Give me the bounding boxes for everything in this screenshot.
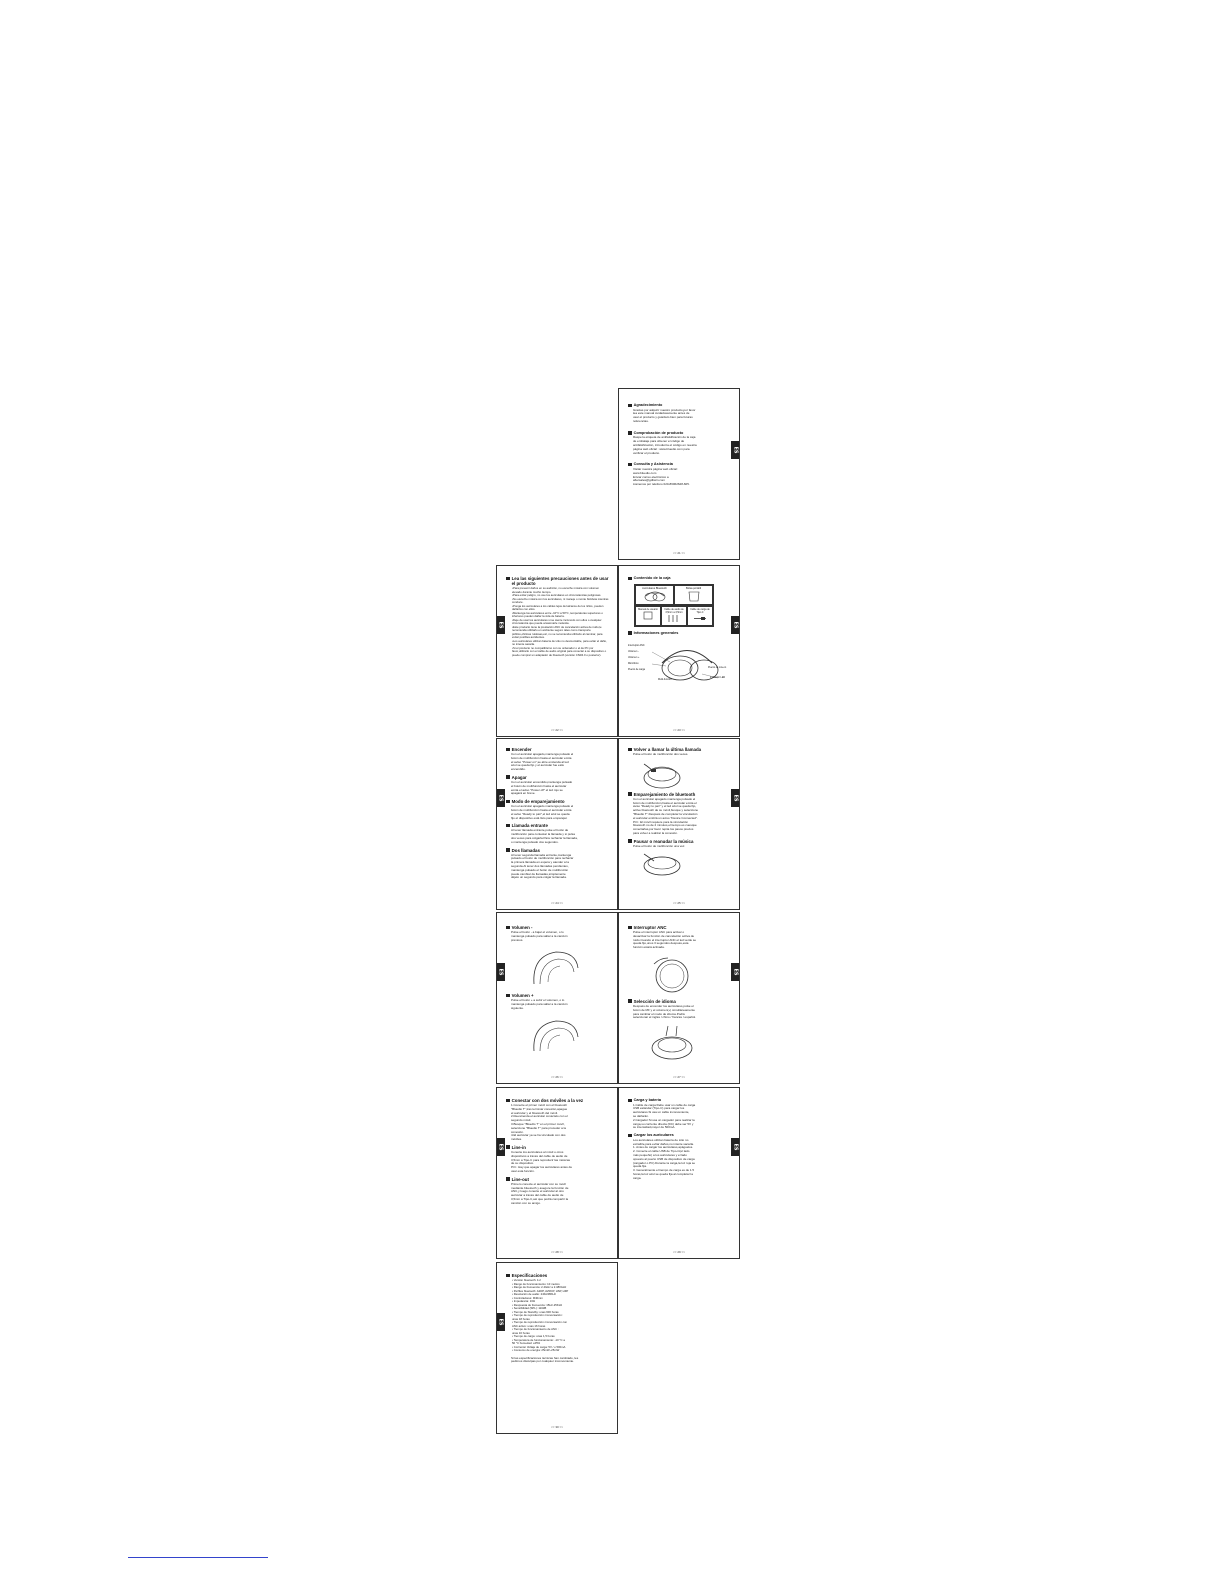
section-contenido-caja	[628, 576, 731, 581]
section-comprobacion	[628, 431, 731, 456]
manual-page-27	[618, 912, 740, 1084]
bullet-box-icon	[628, 404, 632, 408]
list-item: unas 18 horas	[512, 1316, 530, 1321]
manual-page-24	[496, 738, 618, 910]
manual-page-28	[496, 1087, 618, 1259]
bullet-box-icon	[506, 1099, 510, 1103]
box-item-audio-cable: Cable de audio de 3,5mm a 3,5mm	[661, 606, 687, 626]
section-title: Contenido de la caja	[633, 576, 671, 580]
list-item: • Corriente/ Voltaje de carga: 5V / ≥ 500mA	[512, 1344, 566, 1349]
bag-icon	[686, 590, 702, 602]
section-body: Gracias por adquirir nuestro producto,por favor lea este manual cuidadosamente antes de usar el producto y guárdelo bien para futuras referencias.	[633, 407, 696, 423]
usb-cable-icon	[692, 614, 708, 623]
section-line-in	[506, 1145, 609, 1174]
box-item-headphones: Auriculares Bluetooth	[635, 585, 674, 605]
list-item: •Los auriculares utilizan batería de Litio no desmontable, para evitar el daño, no intente sacarla.	[512, 638, 607, 646]
section-pausar-musica	[628, 839, 731, 849]
earcup-press-icon	[636, 852, 686, 876]
specs-list	[506, 1279, 609, 1353]
list-item: • Controladores: Φ40mm	[512, 1295, 543, 1300]
section-title: Selección de idioma	[633, 998, 676, 1004]
section-body: Al tener segunda llamada entrante,mantenga pulsado el botón de multifunción para rechazar la primera llamada en espera y atender a la segunda.Al tener dos llamadas pendientes, mantenga pulsado el botón de multifunción puede cambiar de llamadas,simplemente déjelo un segundo para colgar la llamada.	[511, 852, 574, 880]
list-item: •No escuche música con los auriculares, ni maneje o monte bicicleta mientras conduce.	[512, 596, 609, 604]
bullet-box-icon	[506, 1177, 510, 1181]
lang-tab: ES	[731, 616, 740, 634]
bullet-box-icon	[628, 999, 632, 1003]
section-volumen-mas	[506, 993, 609, 1010]
section-body: Pulse el botón - a bajar el volumen, o lo mantenga pulsado para saltar a la canción previous.	[511, 930, 568, 942]
section-carga-bateria	[628, 1098, 731, 1130]
lang-tab: ES	[496, 1313, 505, 1331]
section-modo-emparejamiento	[506, 799, 609, 820]
list-item: • Resolución de audio: 24bit/48KHz	[512, 1292, 556, 1296]
section-title: Conectar con dos móviles a la vez	[511, 1098, 584, 1103]
section-body: Con el auricular apagado,mantenga pulsado el botón de multifunción hasta el auricular emita el aviso "Power on",se abre encienda al led azul se queda fijo y el auricular fue está encendido.	[511, 752, 574, 772]
section-title: Dos llamadas	[511, 847, 540, 853]
lang-tab: ES	[731, 789, 740, 807]
figure-earcup	[636, 760, 731, 790]
list-item: •Para prevenir daños en su audición, no escuche música con volumen elevado durante mucho tiempo.	[512, 586, 600, 594]
bullet-box-icon	[628, 577, 632, 581]
bullet-box-icon	[506, 1145, 510, 1149]
list-item: • Sensibilidad (SPL): 110dB	[512, 1306, 547, 1310]
section-title: Volumen +	[511, 993, 534, 999]
list-item: •Si el producto no compatible/no con su ordenador o el de PC por favor,utilizarlo con el cable de audio original para conectar a su dispositivo o puede comprar un adaptador de bluetooth (versión CSR4.0 o posterior).	[512, 645, 607, 657]
list-item: • Tiempo de Standby: unas 600 horas	[512, 1309, 559, 1314]
page-number: << 22 >>	[550, 728, 563, 732]
page-number: << 23 >>	[672, 728, 685, 732]
list-item: •Para evitar peligro, no use los auriculares en circunstancias peligrosas.	[512, 593, 602, 597]
figure-idioma	[646, 1023, 731, 1063]
section-body: Los auriculares utilizan batería de Litio no extraíble,para evitar daños,no intente sacarla. 1. Antes de cargar los auriculares,apáguelos. 2. Conecte el cable USB de Tipo-C(el lado más pequeño) a los auriculares y el lado opuesto al puerto USB de dispositivo de carga (cargador o PC).Durante la carga,la luz roja se queda fija. 3. Generalmente el tiempo de carga es de 1.5 horas,la luz azul se queda fija al completar la carga.	[633, 1137, 696, 1180]
box-item-bag: Bolsa portátil	[674, 585, 713, 605]
section-dos-llamadas	[506, 848, 609, 881]
list-item: • Consumo de energía: 25mW~25mW	[512, 1348, 560, 1352]
section-title: Consulta y Asistencia	[633, 462, 673, 467]
list-item: • Tiempo de reproducción /conversación:	[512, 1313, 563, 1317]
manual-icon	[643, 611, 653, 620]
section-precauciones	[506, 576, 609, 657]
section-body: 1.Cable de carga:Debe usar un cable de carga USB estándar (Tipo-C) para cargar los auriculares.Si usa un cable inconveniente, se dañarán. 2.Cargador:Si usa un cargador para realizar la carga,su corriente directa (DC) debe ser 5V y su intensidad,mayor de 500mA.	[633, 1102, 696, 1130]
list-item: • Perfiles bluetooth: A2DP, AVRCP, HSP, HFP	[512, 1288, 569, 1293]
headphones-diagram	[628, 638, 731, 684]
section-body: Visitar nuestra página web oficial: www.bluedio.com Enviar correo electrónico a aftersales@gdbwin.com Llamenos por teléfono 020-86062628-605.	[633, 466, 690, 487]
lang-tab: ES	[496, 963, 505, 981]
diagram-label-vol-up: Volumen +	[628, 656, 640, 660]
section-title: Llamada entrante	[511, 823, 548, 829]
box-item-manual: Manual de usuario	[635, 606, 661, 626]
list-item: • Respuesta de frecuencia: 15Hz-25KHz	[512, 1302, 563, 1307]
list-item: • Rango de frecuencia: 2.4GHz a 2.480GHz	[512, 1285, 567, 1289]
section-title: Informaciones generales	[633, 630, 679, 635]
diagram-label-charge-port: Puerto de carga	[628, 668, 646, 672]
specs-footer: Si las especificaciones técnicas han cambiado, les pedimos disculpas por cualquier inconveniente.	[511, 1355, 579, 1364]
cable-icon	[666, 614, 682, 623]
figure-earcup-2	[636, 852, 731, 876]
section-llamada-entrante	[506, 823, 609, 844]
lang-tab: ES	[496, 1138, 505, 1156]
section-body: Pulse el botón + a subir el volumen, o lo mantenga pulsado para saltar a la canción siguiente.	[511, 998, 568, 1010]
volume-up-icon	[530, 1015, 580, 1053]
bullet-box-icon	[628, 631, 632, 635]
list-item: • Tiempo de reproducción /conversación con	[512, 1320, 568, 1324]
list-item: • Impedancia: 16Ω	[512, 1299, 535, 1303]
diagram-label-vol-down: Volumen -	[628, 650, 639, 654]
page-number: << 30 >>	[550, 1425, 563, 1429]
precautions-list	[506, 587, 609, 657]
section-body: Pulse el botón de multifunción dos veces.	[633, 752, 689, 756]
manual-page-22	[496, 565, 618, 737]
lang-tab: ES	[496, 616, 505, 634]
manual-page-21	[618, 388, 740, 560]
bullet-box-icon	[628, 926, 632, 930]
manual-page-25	[618, 738, 740, 910]
section-title: Interruptor ANC	[633, 925, 667, 930]
bullet-box-icon	[628, 431, 632, 435]
section-body: Conecte los auriculares al móvil u otros dispositivos a través del cable de audio de 3,5mm a Tipo-C para reproducir las músicas de su dispositivo. P.D.: Hay que apagar los auriculares antes de usar esta función.	[511, 1149, 572, 1173]
section-title: Line-out	[511, 1176, 529, 1182]
bullet-box-icon	[506, 577, 510, 581]
section-informaciones	[628, 631, 731, 636]
section-title: Especificaciones	[511, 1273, 548, 1278]
box-item-charge-cable: Cable de carga de Tipo-C	[687, 606, 713, 626]
section-body: Con el auricular apagado mantenga pulsado el botón de multifunción,hasta el auricular emita el aviso "Ready to pair" y el led azul se queda fijo, active bluetooth de su móvil,busque y seleccione "Bluedio T".Después de completar la vinculación el auricular emitirá un aviso "Device Connected". P.D.: El móvil requiere para la vinculación bluetooth no de 2 minutos,el tiempo es cuesque conectarlas,por favor repita los pasos previos para volver a realizar la conexión.	[633, 796, 699, 835]
section-title: Carga y batería	[633, 1098, 662, 1102]
section-title: Emparejamiento de bluetooth	[633, 791, 696, 797]
section-title: Modo de emparejamiento	[511, 799, 565, 805]
section-consulta	[628, 462, 731, 487]
list-item: • Versión bluetooth: 4.2	[512, 1278, 541, 1282]
section-body: Pulse el botón de multifunción una vez.	[633, 843, 686, 848]
manual-page-29	[618, 1087, 740, 1259]
section-title: Volumen -	[511, 925, 533, 930]
section-volumen-menos	[506, 925, 609, 942]
footer-link-underline	[128, 1557, 268, 1558]
section-agradecimiento	[628, 403, 731, 424]
page-number: << 27 >>	[672, 1075, 685, 1079]
bullet-box-icon	[506, 748, 510, 752]
section-line-out	[506, 1177, 609, 1206]
lang-tab: ES	[496, 789, 505, 807]
bullet-box-icon	[506, 848, 510, 852]
lang-tab: ES	[731, 963, 740, 981]
section-dos-moviles	[506, 1098, 609, 1142]
volume-down-icon	[530, 946, 580, 986]
list-item: • Rango de funcionamiento: 10 metros	[512, 1281, 560, 1286]
list-item: ANC activo: unas 16 horas	[512, 1323, 546, 1328]
list-item: •Este producto tiene la prestación ANC de cancelación activa de ruido,le recomienda utilizarlo en ambiente seguro tales como transporte público,oficinas ruidosas,etc, no se recomienda utilizarlo al caminar, para evitar posibles accidentes.	[512, 624, 603, 639]
bullet-box-icon	[506, 800, 510, 804]
list-item: • Temperatura de funcionamiento: -10 °C a	[512, 1337, 565, 1342]
headphones-icon	[643, 590, 667, 602]
section-title: Comprobación de producto	[633, 430, 684, 435]
figure-anc	[650, 953, 731, 995]
figure-vol-down	[530, 945, 609, 987]
box-contents-grid-row2	[634, 606, 714, 627]
section-body: Con el auricular encendido,mantenga pulsado el botón de multifunción hasta el auricular emita el aviso "Power off" el led rojo se apagará en breve.	[511, 779, 573, 796]
diagram-label-mic: Micrófono	[628, 662, 639, 666]
list-item: •Deje de usar los auriculares si se siente incómodo con ellos o cualquier circunstancia que pueda ocasionarle molestia.	[512, 617, 602, 625]
list-item: unas 16 horas	[512, 1330, 530, 1335]
page-number: << 21 >>	[672, 551, 685, 555]
bullet-box-icon	[506, 824, 510, 828]
section-title: Volver a llamar la última llamada	[633, 747, 702, 752]
list-item: 50 °C humedad: ≤45%	[512, 1341, 541, 1345]
bullet-box-icon	[628, 839, 632, 843]
manual-page-26	[496, 912, 618, 1084]
manual-page-30	[496, 1262, 618, 1434]
earcup-press-icon	[636, 760, 686, 790]
language-select-icon	[646, 1024, 696, 1062]
section-body: Pulse el interruptor ANC para activar o desactivar la función de cancelación activa de ruido.Cuando el interruptor ANC el led verde se queda fijo,unos 3 segundos después,esta función estará activada.	[633, 930, 697, 950]
bullet-box-icon	[628, 463, 632, 467]
section-emparejamiento-bt	[628, 792, 731, 836]
section-encender	[506, 747, 609, 772]
page-number: << 25 >>	[672, 901, 685, 905]
list-item: •Mantenga los auriculares entre -10°C a 50°C, temperaturas superiores o inferiores pueden dañar la vida de batería.	[512, 610, 603, 618]
section-volver-llamar	[628, 747, 731, 757]
section-title: Agradecimiento	[633, 403, 663, 407]
section-apagar	[506, 775, 609, 796]
anc-switch-icon	[650, 954, 690, 994]
section-body: Raspe la etiqueta de antifalsificación de la caja de embalaje para obtener el código de antifalsificación, introduzca el código en nuestra página web oficial : www.bluedio.com para verificar el producto.	[633, 435, 697, 455]
section-seleccion-idioma	[628, 999, 731, 1020]
section-title: Lea las siguientes precauciones antes de usar el producto	[511, 576, 609, 586]
bullet-box-icon	[506, 926, 510, 930]
manual-page-23	[618, 565, 740, 737]
section-title: Apagar	[511, 774, 527, 780]
figure-vol-up	[530, 1014, 609, 1054]
section-title: Encender	[511, 747, 532, 752]
list-item: • Tiempo de funcionamiento de ANC :	[512, 1327, 559, 1331]
bullet-box-icon	[628, 792, 632, 796]
box-contents-grid	[634, 584, 714, 606]
section-title: Cargar los auriculares	[633, 1133, 674, 1138]
list-item: • Tiempo de carga: unas 1,5 horas	[512, 1334, 555, 1338]
diagram-label-mf: Multi-función	[658, 678, 672, 682]
section-body: 1.Conecte el primer móvil con el bluetooth "Bluedio T",tras terminar conexión,apague el auricular y el bluetooth del móvil. 2.Reencienda el auricular conéctelo con el segundo móvil. 3.Busque "Bluedio T" en el primer móvil, seleccione "Bluedio T" para proceder a la conexión. 4.El auricular ya se ha vinculado con dos móviles.	[511, 1103, 568, 1142]
diagram-label-line-in: Puerto de Line-in	[708, 666, 727, 670]
section-body: Al tener llamada entrante,pulse el botón de multifunción para contestar la llamada y si pulsa dos veces para colgarla.Para rechazar la llamada, o mantenga pulsado dos segundos.	[511, 828, 578, 844]
bullet-box-icon	[506, 1274, 510, 1278]
page-number: << 28 >>	[550, 1250, 563, 1254]
diagram-label-led: Indicador LED	[710, 676, 726, 680]
section-body: Después de encender los auriculares,pulse el botón de MF y el volumen(+) simultáneamente para cambiar el modo de idioma.Podrá seleccionar el inglés / chino / francés / español.	[633, 1003, 696, 1020]
bullet-box-icon	[506, 775, 510, 779]
section-cargar-auriculares	[628, 1133, 731, 1180]
section-interruptor-anc	[628, 925, 731, 950]
diagram-label-anc: Interruptor ANC	[628, 644, 645, 648]
list-item: •Ponga los auriculares a los cables lejos del alcance de los niños, pueden dañarlos con ellos.	[512, 603, 604, 611]
bullet-box-icon	[506, 994, 510, 998]
page-number: << 29 >>	[672, 1250, 685, 1254]
section-body: Con el auricular apagado mantenga pulsado el botón de multifunción hasta el auricular emita el aviso "Ready to pair",el led azul se queda fijo el dispositivo está listo para emparejar.	[511, 804, 574, 820]
section-title: Line-in	[511, 1144, 526, 1150]
page-number: << 24 >>	[550, 901, 563, 905]
bullet-box-icon	[628, 1134, 632, 1138]
bullet-box-icon	[628, 1099, 632, 1103]
page-number: << 26 >>	[550, 1075, 563, 1079]
lang-tab: ES	[731, 1138, 740, 1156]
section-especificaciones	[506, 1273, 609, 1364]
lang-tab: ES	[731, 441, 740, 459]
bullet-box-icon	[628, 748, 632, 752]
section-body: Primero conecte el auricular con su móvil mediante bluetooth y asegure la función de ANC,y luego conecte el auricular al otro auricular a través del cable de audio de 3,5mm a Tipo-C,así que podrá compartir la canción con su amigo.	[511, 1181, 569, 1205]
section-title: Pausar o reanudar la música	[633, 838, 694, 844]
